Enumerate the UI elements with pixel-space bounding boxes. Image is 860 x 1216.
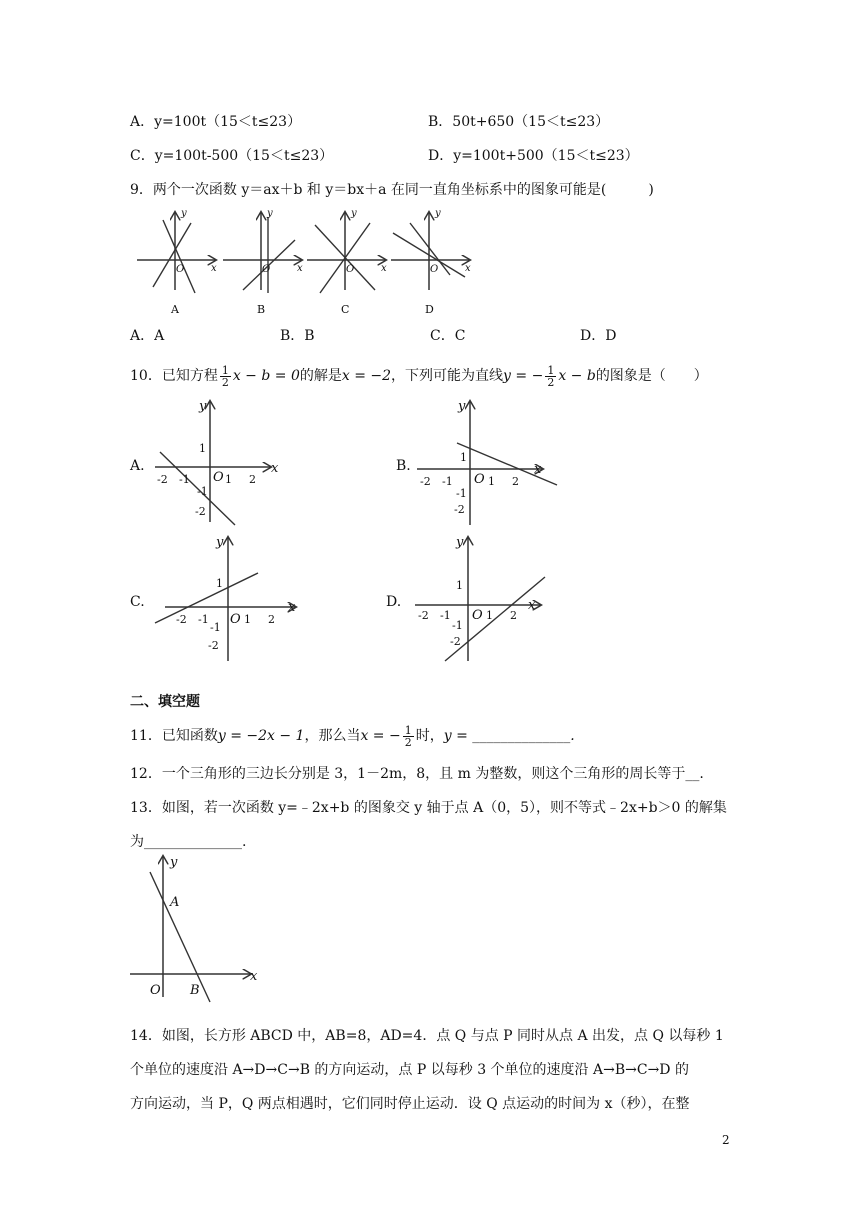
q8-option-b: B．50t+650（15＜t≤23） <box>428 114 610 130</box>
q10-line-eq-right: x − b <box>558 368 596 384</box>
q9-option-c: C．C <box>430 328 466 344</box>
q10b-tick-y-1: 1 <box>460 451 467 464</box>
q10c-origin: O <box>230 612 241 627</box>
q10a-tick-y-neg2: -2 <box>195 505 206 518</box>
q13-axis-x: x <box>250 969 258 984</box>
q10a-tick-x-neg2: -2 <box>157 473 168 486</box>
q10c-tick-x-2: 2 <box>268 613 275 626</box>
q11-stem <box>130 722 575 750</box>
q9b-origin: O <box>262 264 271 275</box>
q10b-line <box>457 443 557 485</box>
q10d-tick-x-2: 2 <box>510 609 517 622</box>
q10d-axis-y: y <box>456 535 464 550</box>
q13-label-o: O <box>150 983 161 998</box>
q11-blank: y = ______________. <box>443 728 575 744</box>
q10-solution: x = −2 <box>341 368 392 384</box>
q9-graph-label-b: B <box>257 303 266 316</box>
q10a-axis-y: y <box>199 399 207 414</box>
q9-graph-c <box>307 208 387 316</box>
q10b-tick-x-1: 1 <box>488 475 495 488</box>
q10-frac2-den: 2 <box>547 375 555 389</box>
q9d-axis-y-label: y <box>435 208 441 219</box>
q9-option-a: A．A <box>130 328 165 344</box>
q9c-axis-y-label: y <box>351 208 357 219</box>
q9-graph-label-c: C <box>341 303 350 316</box>
q9a-line-1 <box>163 220 195 293</box>
q9a-axis-x-label: x <box>211 263 217 274</box>
q10-label-b: B. <box>396 458 411 474</box>
q9a-axis-y-label: y <box>181 208 187 219</box>
q10-stem <box>130 362 708 390</box>
q10a-tick-y-1: 1 <box>199 442 206 455</box>
q10a-axis-x: x <box>271 461 279 476</box>
q10a-tick-y-neg1: -1 <box>197 485 208 498</box>
q10c-axis-y: y <box>216 535 224 550</box>
q11-frac <box>403 725 414 748</box>
q10c-tick-y-neg2: -2 <box>208 639 219 652</box>
q9b-axis-y-label: y <box>267 208 273 219</box>
q9-graph-label-d: D <box>425 303 434 316</box>
q9d-origin: O <box>430 264 439 275</box>
q10c-tick-y-1: 1 <box>216 577 223 590</box>
q14-stem-line3: 方向运动，当 P，Q 两点相遇时，它们同时停止运动．设 Q 点运动的时间为 x（秒），在整 <box>130 1096 690 1112</box>
q10b-axis-x: x <box>534 462 542 477</box>
q10c-tick-x-1: 1 <box>244 613 251 626</box>
q12-stem: 12．一个三角形的三边长分别是 3，1－2m，8，且 m 为整数，则这个三角形的周长等于__. <box>130 766 704 782</box>
q10-middle2: ，下列可能为直线 <box>391 368 504 384</box>
q9-graph-b <box>223 208 303 316</box>
q9c-origin: O <box>346 264 355 275</box>
q9-graph-a <box>137 208 217 316</box>
q10a-tick-x-1: 1 <box>225 473 232 486</box>
q10-graph-d <box>410 533 560 663</box>
q10-line-eq-left: y = − <box>503 368 544 384</box>
q10c-tick-y-neg1: -1 <box>210 621 221 634</box>
q13-label-a: A <box>170 895 180 910</box>
q9-option-d: D．D <box>580 328 617 344</box>
q9-graph-label-a: A <box>171 303 179 316</box>
q13-label-b: B <box>190 983 200 998</box>
q8-option-a: A．y=100t（15＜t≤23） <box>130 114 302 130</box>
q10b-origin: O <box>474 472 485 487</box>
q10d-tick-y-neg2: -2 <box>450 635 461 648</box>
q11-frac-den: 2 <box>404 735 412 749</box>
q9a-line-2 <box>153 223 191 287</box>
q10-graph-a <box>145 397 285 527</box>
q10d-tick-x-neg2: -2 <box>418 609 429 622</box>
q9-option-b: B．B <box>280 328 315 344</box>
q10c-tick-x-neg1: -1 <box>198 613 209 626</box>
q10d-origin: O <box>472 608 483 623</box>
q10-graph-b <box>412 397 562 527</box>
q9a-origin: O <box>176 264 185 275</box>
q8-option-d: D．y=100t+500（15＜t≤23） <box>428 148 639 164</box>
q13-graph <box>128 852 268 1002</box>
page-number: 2 <box>722 1133 730 1147</box>
q9-stem: 9．两个一次函数 y＝ax＋b 和 y＝bx＋a 在同一直角坐标系中的图象可能是( ) <box>130 182 654 198</box>
q11-after: 时， <box>415 728 444 744</box>
q10b-axis-y: y <box>458 399 466 414</box>
q9-graphs <box>135 205 475 315</box>
q11-frac-num: 1 <box>404 723 412 737</box>
q10-frac-den: 2 <box>221 375 229 389</box>
section-title-fill-in: 二、填空题 <box>130 694 200 710</box>
q10d-axis-x: x <box>528 598 536 613</box>
q10-frac-num: 1 <box>221 363 229 377</box>
q10a-tick-x-neg1: -1 <box>179 473 190 486</box>
q13-axis-y: y <box>170 855 178 870</box>
q10b-tick-x-2: 2 <box>512 475 519 488</box>
q10-eq-part: x − b = 0 <box>232 368 300 384</box>
q11-func: y = −2x − 1 <box>217 728 305 744</box>
q10a-origin: O <box>213 470 224 485</box>
q10-frac2 <box>545 365 556 388</box>
q9c-axis-x-label: x <box>381 263 387 274</box>
q10-graph-c <box>150 533 300 663</box>
q10b-tick-y-neg2: -2 <box>454 503 465 516</box>
q11-prefix: 11．已知函数 <box>130 728 218 744</box>
q10-middle: 的解是 <box>299 368 342 384</box>
q10-frac <box>220 365 231 388</box>
q10d-tick-x-neg1: -1 <box>440 609 451 622</box>
q11-cond-left: x = − <box>360 728 401 744</box>
q8-option-c: C．y=100t-500（15＜t≤23） <box>130 148 334 164</box>
q10a-tick-x-2: 2 <box>249 473 256 486</box>
q10-label-a: A. <box>130 458 145 474</box>
q13-stem-line1: 13．如图，若一次函数 y=﹣2x+b 的图象交 y 轴于点 A（0，5），则不等式﹣2x+b＞0 的解集 <box>130 800 727 816</box>
q10-stem-prefix: 10．已知方程 <box>130 368 218 384</box>
q10d-tick-x-1: 1 <box>486 609 493 622</box>
q10d-tick-y-1: 1 <box>456 579 463 592</box>
q10b-tick-y-neg1: -1 <box>456 487 467 500</box>
q13-stem-line2: 为______________. <box>130 834 247 850</box>
q10b-tick-x-neg1: -1 <box>442 475 453 488</box>
q10-label-c: C. <box>130 594 145 610</box>
q14-stem-line2: 个单位的速度沿 A→D→C→B 的方向运动，点 P 以每秒 3 个单位的速度沿 A→B→C→D 的 <box>130 1062 689 1078</box>
q10d-tick-y-neg1: -1 <box>452 619 463 632</box>
q9d-axis-x-label: x <box>465 263 471 274</box>
q11-mid: ，那么当 <box>304 728 361 744</box>
q10-label-d: D. <box>386 594 402 610</box>
q10c-tick-x-neg2: -2 <box>176 613 187 626</box>
q9b-axis-x-label: x <box>297 263 303 274</box>
q10b-tick-x-neg2: -2 <box>420 475 431 488</box>
q10c-axis-x: x <box>288 600 296 615</box>
q10-stem-suffix: 的图象是（ ） <box>595 368 708 384</box>
q9-graph-d <box>391 208 471 316</box>
q10-frac2-num: 1 <box>547 363 555 377</box>
q14-stem-line1: 14．如图，长方形 ABCD 中，AB=8，AD=4．点 Q 与点 P 同时从点 A 出发，点 Q 以每秒 1 <box>130 1028 724 1044</box>
